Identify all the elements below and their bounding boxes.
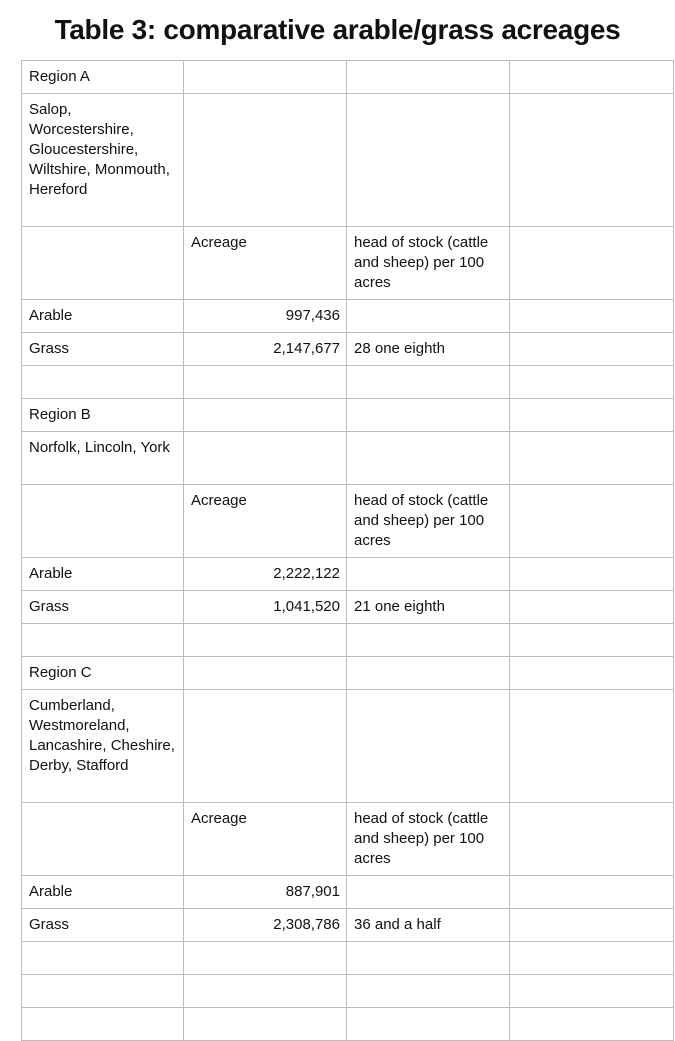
empty-cell <box>347 942 510 975</box>
empty-cell <box>347 657 510 690</box>
empty-cell <box>22 624 184 657</box>
table-row <box>22 485 674 558</box>
table-row <box>22 690 674 803</box>
arable-acreage-cell: 887,901 <box>184 876 347 909</box>
empty-cell <box>347 432 510 485</box>
table-row <box>22 803 674 876</box>
empty-cell <box>347 975 510 1008</box>
empty-cell <box>510 366 674 399</box>
empty-cell <box>510 876 674 909</box>
empty-cell <box>184 1008 347 1041</box>
stock-header-cell: head of stock (cattle and sheep) per 100 acres <box>347 803 510 876</box>
empty-cell <box>510 1008 674 1041</box>
empty-cell <box>510 690 674 803</box>
acreage-header-cell: Acreage <box>184 803 347 876</box>
empty-cell <box>510 909 674 942</box>
empty-cell <box>510 300 674 333</box>
empty-cell <box>347 94 510 227</box>
empty-cell <box>510 942 674 975</box>
stock-header-cell: head of stock (cattle and sheep) per 100 acres <box>347 485 510 558</box>
table-row <box>22 876 674 909</box>
empty-cell <box>22 942 184 975</box>
grass-acreage-cell: 2,147,677 <box>184 333 347 366</box>
empty-cell <box>510 975 674 1008</box>
empty-cell <box>184 624 347 657</box>
empty-cell <box>347 366 510 399</box>
table-row <box>22 1008 674 1041</box>
stock-header-cell: head of stock (cattle and sheep) per 100 acres <box>347 227 510 300</box>
arable-label-cell: Arable <box>22 876 184 909</box>
table-row <box>22 61 674 94</box>
empty-cell <box>510 94 674 227</box>
table-row <box>22 432 674 485</box>
empty-cell <box>22 1008 184 1041</box>
empty-cell <box>22 366 184 399</box>
region-name-cell: Region B <box>22 399 184 432</box>
table-row <box>22 591 674 624</box>
grass-label-cell: Grass <box>22 333 184 366</box>
grass-acreage-cell: 1,041,520 <box>184 591 347 624</box>
table-row <box>22 300 674 333</box>
table-row <box>22 942 674 975</box>
empty-cell <box>22 803 184 876</box>
region-counties-cell: Norfolk, Lincoln, York <box>22 432 184 485</box>
empty-cell <box>347 61 510 94</box>
empty-cell <box>510 657 674 690</box>
empty-cell <box>347 690 510 803</box>
empty-cell <box>22 975 184 1008</box>
empty-cell <box>22 227 184 300</box>
empty-cell <box>22 485 184 558</box>
acreage-header-cell: Acreage <box>184 227 347 300</box>
empty-cell <box>184 975 347 1008</box>
table-row <box>22 657 674 690</box>
grass-acreage-cell: 2,308,786 <box>184 909 347 942</box>
empty-cell <box>184 94 347 227</box>
page-title: Table 3: comparative arable/grass acreages <box>54 14 621 45</box>
empty-cell <box>510 591 674 624</box>
table-row <box>22 624 674 657</box>
acreage-table <box>21 60 674 1041</box>
arable-stock-cell <box>347 876 510 909</box>
acreage-header-cell: Acreage <box>184 485 347 558</box>
grass-label-cell: Grass <box>22 591 184 624</box>
empty-cell <box>184 432 347 485</box>
table-row <box>22 227 674 300</box>
grass-label-cell: Grass <box>22 909 184 942</box>
empty-cell <box>510 432 674 485</box>
empty-cell <box>184 657 347 690</box>
table-row <box>22 94 674 227</box>
region-counties-cell: Salop, Worcestershire, Gloucestershire, Wiltshire, Monmouth, Hereford <box>22 94 184 227</box>
empty-cell <box>510 333 674 366</box>
empty-cell <box>184 366 347 399</box>
grass-stock-cell: 28 one eighth <box>347 333 510 366</box>
table-row <box>22 558 674 591</box>
arable-acreage-cell: 2,222,122 <box>184 558 347 591</box>
empty-cell <box>510 399 674 432</box>
empty-cell <box>184 399 347 432</box>
table-row <box>22 975 674 1008</box>
arable-acreage-cell: 997,436 <box>184 300 347 333</box>
region-name-cell: Region A <box>22 61 184 94</box>
region-name-cell: Region C <box>22 657 184 690</box>
table-row <box>22 333 674 366</box>
empty-cell <box>347 624 510 657</box>
empty-cell <box>347 1008 510 1041</box>
empty-cell <box>347 399 510 432</box>
empty-cell <box>510 803 674 876</box>
arable-stock-cell <box>347 558 510 591</box>
arable-label-cell: Arable <box>22 300 184 333</box>
region-counties-cell: Cumberland, Westmoreland, Lancashire, Cheshire, Derby, Stafford <box>22 690 184 803</box>
empty-cell <box>510 227 674 300</box>
table-row <box>22 366 674 399</box>
arable-stock-cell <box>347 300 510 333</box>
empty-cell <box>184 942 347 975</box>
empty-cell <box>184 61 347 94</box>
grass-stock-cell: 36 and a half <box>347 909 510 942</box>
table-row <box>22 909 674 942</box>
empty-cell <box>510 558 674 591</box>
table-row <box>22 399 674 432</box>
grass-stock-cell: 21 one eighth <box>347 591 510 624</box>
empty-cell <box>184 690 347 803</box>
arable-label-cell: Arable <box>22 558 184 591</box>
empty-cell <box>510 61 674 94</box>
empty-cell <box>510 485 674 558</box>
empty-cell <box>510 624 674 657</box>
